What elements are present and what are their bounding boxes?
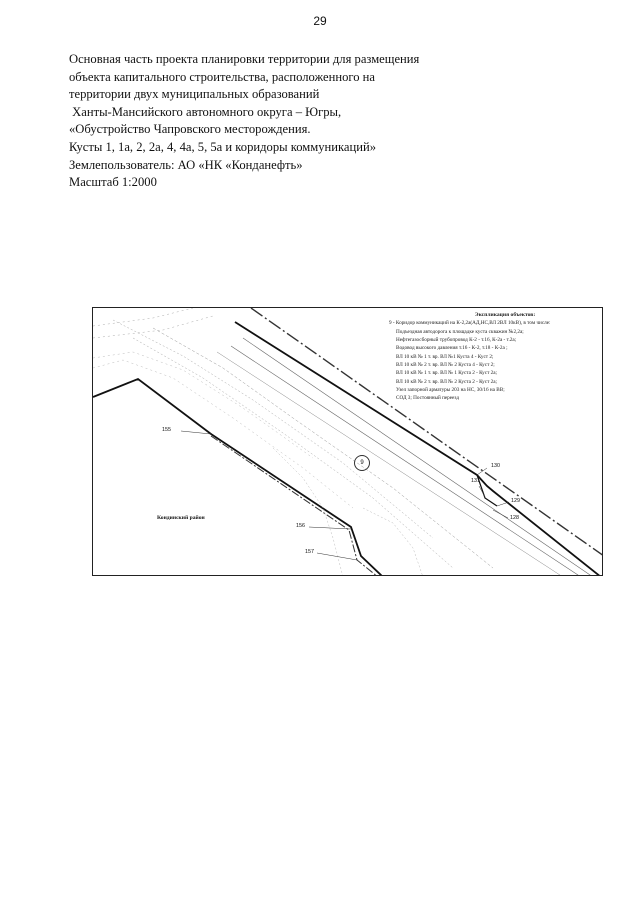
planning-drawing [92,307,603,576]
legend-line: ВЛ 10 кВ № 2 т. вр. ВЛ № 2 Куста 2 - Куст 2а; [396,378,497,385]
legend-line: 9 - Коридор коммуникаций на К-2,2а(АД,НС,ВЛ 2ВЛ 10кВ), в том числе: [389,320,551,327]
district-label: Кондинский район [157,515,205,521]
legend-line: ВЛ 10 кВ № 2 т. вр. ВЛ № 2 Куста 4 - Куст 2; [396,362,495,369]
header-line: Землепользователь: АО «НК «Конданефть» [69,157,303,172]
legend-line: Узел запорной арматуры 203 на НС, 30/16 на ВВ; [396,387,505,394]
point-label: 155 [162,427,171,433]
legend-line: СОД 3; Постоянный переезд [396,395,460,402]
point-label: 131 [471,478,480,484]
legend-line: Подъездная автодорога к площадке куста скважин №2,2а; [396,328,524,335]
legend-title: Экспликация объектов: [474,312,536,318]
header-line: Основная часть проекта планировки территории для размещения [69,52,420,66]
header-line: «Обустройство Чапровского месторождения. [69,122,311,137]
legend-line: ВЛ 10 кВ № 1 т. вр. ВЛ №1 Куста 4 - Куст 2; [396,353,494,360]
document-header [69,51,499,192]
point-label: 156 [296,523,305,529]
point-label: 157 [305,549,314,555]
legend [389,311,603,403]
legend-line: ВЛ 10 кВ № 1 т. вр. ВЛ № 1 Куста 2 - Куст 2а; [396,370,497,377]
page-number: 29 [313,14,327,28]
legend-line: Нефтегазосборный трубопровод К-2 - т.16, К-2а - т.2а; [396,337,517,344]
legend-line: Водовод высокого давления т.16 - К-2, т.18 - К-2а ; [396,345,508,352]
header-line: Ханты-Мансийского автономного округа – Югры, [69,104,342,119]
header-line: Кусты 1, 1а, 2, 2а, 4, 4а, 5, 5а и коридоры коммуникаций» [69,139,377,154]
header-line: Масштаб 1:2000 [69,175,157,190]
point-label: 130 [491,463,500,469]
point-label: 128 [510,515,519,521]
header-line: объекта капитального строительства, расположенного на [69,69,375,84]
object-marker: 9 [354,455,370,471]
header-line: территории двух муниципальных образований [69,87,320,102]
point-label: 129 [511,498,520,504]
